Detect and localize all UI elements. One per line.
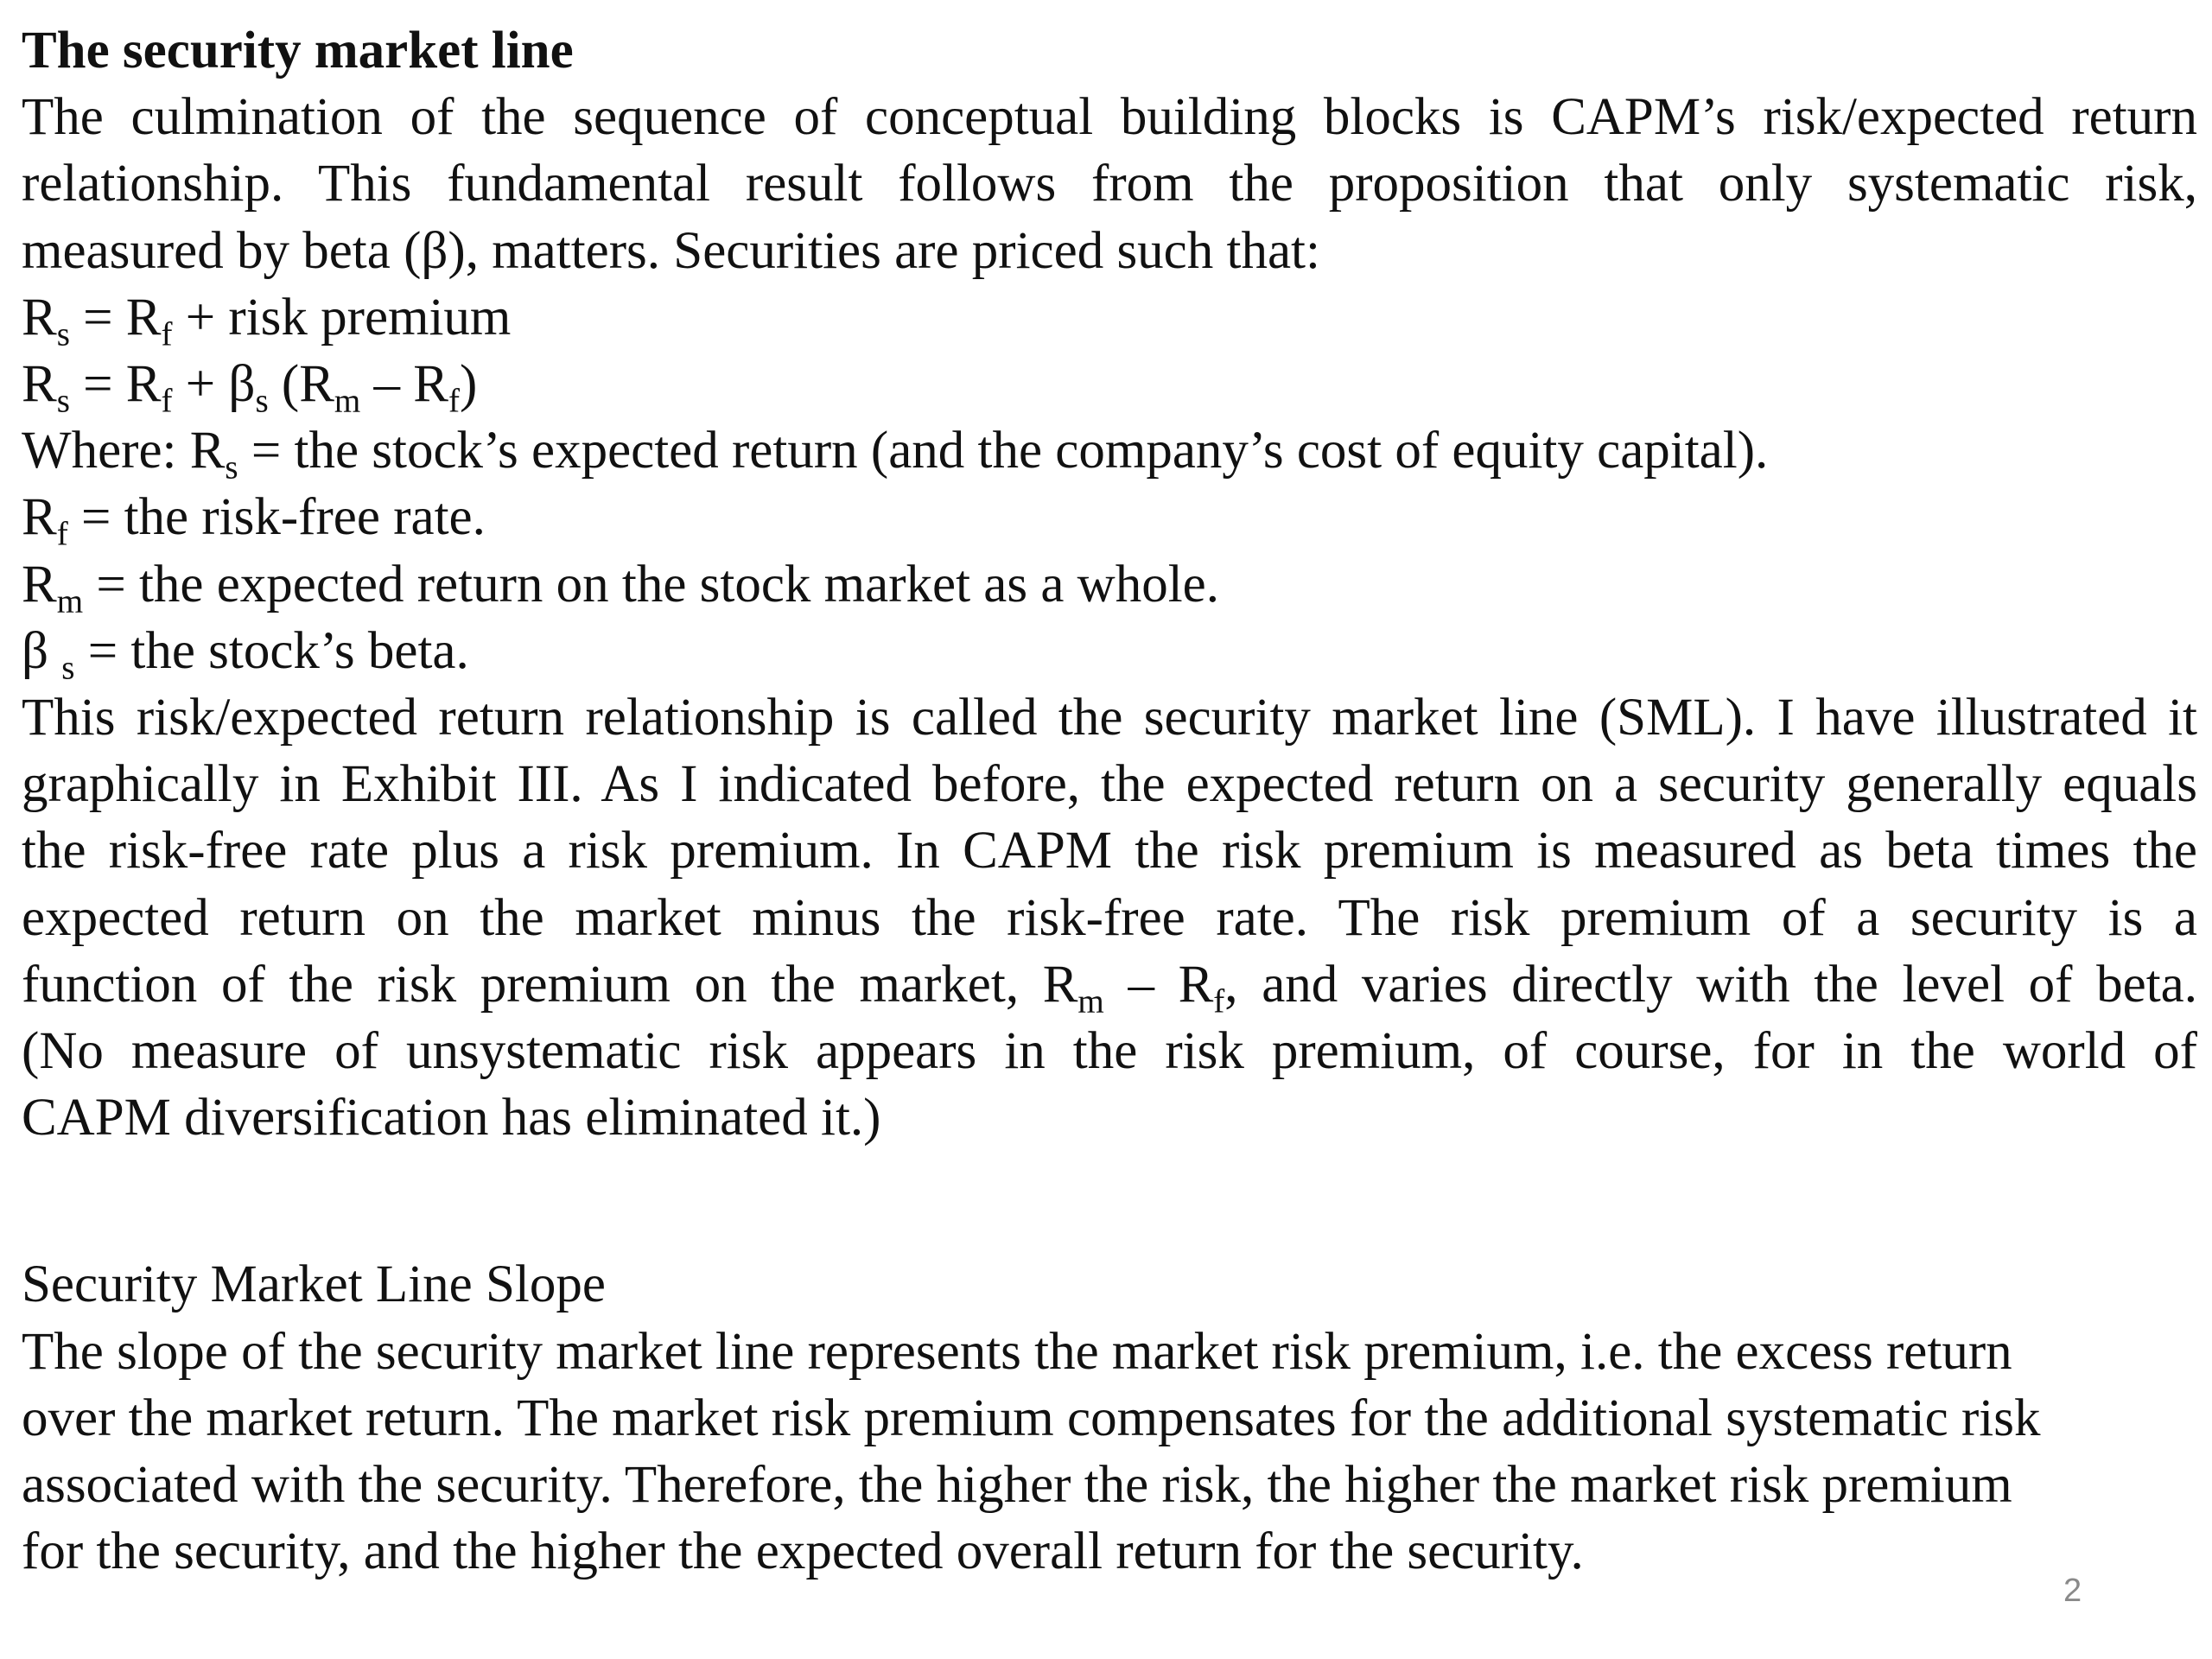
paragraph-line: associated with the security. Therefore, the higher the risk, the higher the market risk premium: [22, 1456, 2012, 1515]
page-number: 2: [2063, 1573, 2082, 1609]
paragraph-line: the risk-free rate plus a risk premium. In CAPM the risk premium is measured as beta times the: [22, 822, 2197, 880]
section-heading-sml: The security market line: [22, 22, 574, 79]
paragraph-line: relationship. This fundamental result follows from the proposition that only systematic risk,: [22, 155, 2197, 213]
paragraph-line: graphically in Exhibit III. As I indicated before, the expected return on a security generally equals: [22, 755, 2197, 814]
paragraph-line: measured by beta (β), matters. Securities are priced such that:: [22, 221, 1320, 280]
paragraph-line: over the market return. The market risk premium compensates for the additional systematic risk: [22, 1389, 2041, 1447]
paragraph-line: expected return on the market minus the risk-free rate. The risk premium of a security is a: [22, 888, 2197, 947]
paragraph-line: for the security, and the higher the expected overall return for the security.: [22, 1522, 1584, 1581]
paragraph-line: CAPM diversification has eliminated it.): [22, 1089, 881, 1147]
section-heading-slope: Security Market Line Slope: [22, 1255, 606, 1314]
definition-rs: Where: $R_s$ = the stock’s expected return (and the company’s cost of equity capital).: [22, 422, 1769, 486]
definition-rf: $R_f$ = the risk-free rate.: [22, 488, 486, 553]
section-spacer: [22, 1151, 2197, 1251]
paragraph-line: This risk/expected return relationship is called the security market line (SML). I have illustrated it: [22, 689, 2197, 747]
equation-risk-premium: $R_s = R_f$ + risk premium: [22, 288, 512, 353]
equation-capm: $R_s = R_f + \beta_s$ $(R_m - R_f)$: [22, 355, 478, 420]
paragraph-line: The culmination of the sequence of conceptual building blocks is CAPM’s risk/expected return: [22, 88, 2197, 147]
paragraph-line: The slope of the security market line represents the market risk premium, i.e. the excess return: [22, 1322, 2012, 1381]
document-body: [22, 17, 2197, 1585]
paragraph-line: (No measure of unsystematic risk appears in the risk premium, of course, for in the world of: [22, 1022, 2197, 1081]
paragraph-line-market-premium: function of the risk premium on the market, $R_m - R_f$, and varies directly with the level of beta.: [22, 955, 2197, 1020]
definition-beta: β $_s$ = the stock’s beta.: [22, 621, 469, 687]
definition-rm: $R_m$ = the expected return on the stock market as a whole.: [22, 555, 1219, 620]
